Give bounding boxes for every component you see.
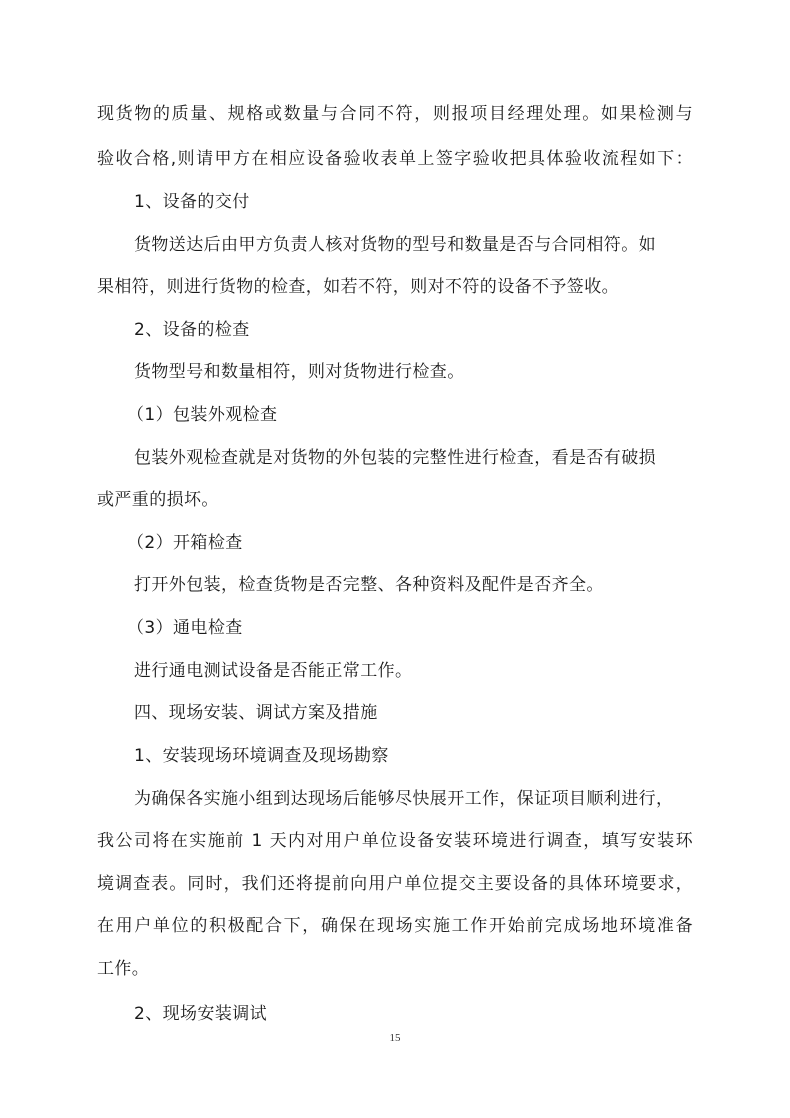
paragraph-line: 打开外包装，检查货物是否完整、各种资料及配件是否齐全。: [134, 575, 604, 595]
subsection-heading: （2）开箱检查: [127, 533, 243, 553]
section-heading: 1、安装现场环境调查及现场勘察: [134, 746, 389, 766]
paragraph-line: 境调查表。同时，我们还将提前向用户单位提交主要设备的具体环境要求，: [97, 874, 693, 894]
paragraph-line: 进行通电测试设备是否能正常工作。: [134, 661, 413, 681]
subsection-heading: （1）包装外观检查: [127, 405, 278, 425]
paragraph-line: 为确保各实施小组到达现场后能够尽快展开工作，保证项目顺利进行，: [134, 789, 674, 809]
section-heading: 1、设备的交付: [134, 192, 250, 212]
chapter-heading: 四、现场安装、调试方案及措施: [134, 703, 378, 723]
paragraph-line: 工作。: [97, 959, 150, 979]
paragraph-line: 包装外观检查就是对货物的外包装的完整性进行检查，看是否有破损: [134, 448, 656, 468]
section-heading: 2、设备的检查: [134, 320, 250, 340]
paragraph-line: 验收合格,则请甲方在相应设备验收表单上签字验收把具体验收流程如下：: [97, 149, 693, 169]
subsection-heading: （3）通电检查: [127, 618, 243, 638]
page-number: 15: [389, 1032, 401, 1044]
paragraph-line: 果相符，则进行货物的检查，如若不符，则对不符的设备不予签收。: [97, 277, 619, 297]
section-heading: 2、现场安装调试: [134, 1004, 268, 1024]
paragraph-line: 货物送达后由甲方负责人核对货物的型号和数量是否与合同相符。如: [134, 235, 656, 255]
paragraph-line: 或严重的损坏。: [97, 490, 219, 510]
paragraph-line: 在用户单位的积极配合下，确保在现场实施工作开始前完成场地环境准备: [97, 916, 693, 936]
paragraph-line: 我公司将在实施前 1 天内对用户单位设备安装环境进行调查，填写安装环: [97, 831, 693, 851]
paragraph-line: 货物型号和数量相符，则对货物进行检查。: [134, 362, 465, 382]
paragraph-line: 现货物的质量、规格或数量与合同不符，则报项目经理处理。如果检测与: [97, 104, 693, 124]
